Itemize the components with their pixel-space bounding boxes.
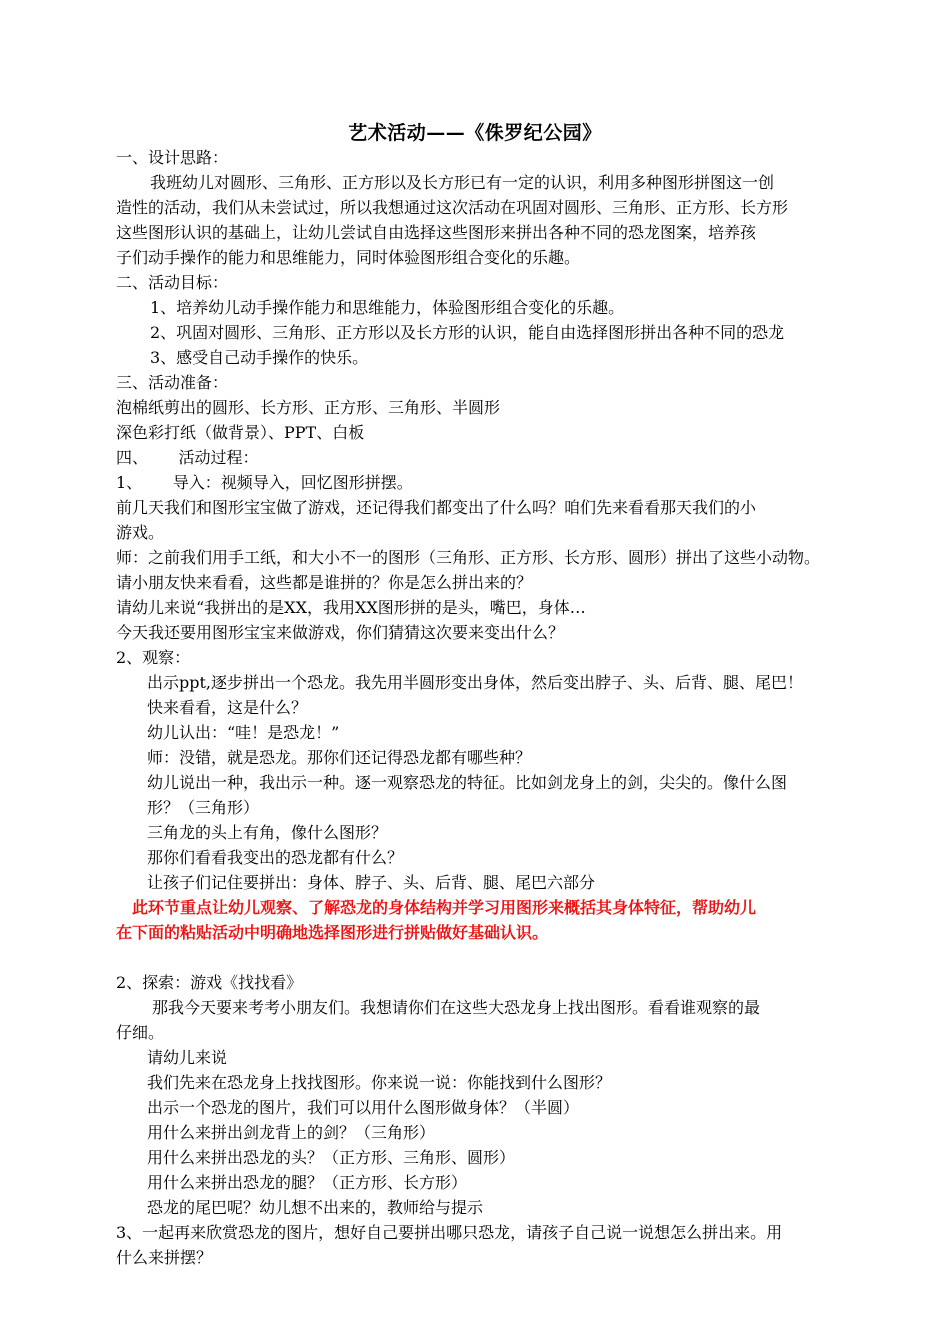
paragraph-line: 请小朋友快来看看，这些都是谁拼的？你是怎么拼出来的？ — [116, 573, 533, 592]
paragraph-line: 出示ppt,逐步拼出一个恐龙。我先用半圆形变出身体，然后变出脖子、头、后背、腿、尾巴！ — [147, 673, 804, 692]
paragraph-line: 这些图形认识的基础上，让幼儿尝试自由选择这些图形来拼出各种不同的恐龙图案，培养孩 — [116, 223, 757, 242]
section-heading-design: 一、设计思路： — [116, 148, 229, 167]
step-heading: 3、一起再来欣赏恐龙的图片，想好自己要拼出哪只恐龙，请孩子自己说一说想怎么拼出来。用 — [116, 1223, 783, 1242]
paragraph-line: 快来看看，这是什么？ — [147, 698, 308, 717]
paragraph-line: 三角龙的头上有角，像什么图形？ — [147, 823, 388, 842]
paragraph-line: 请幼儿来说 — [147, 1048, 228, 1067]
step-heading: 1、 导入：视频导入，回忆图形拼摆。 — [116, 473, 413, 492]
emphasis-note: 在下面的粘贴活动中明确地选择图形进行拼贴做好基础认识。 — [116, 923, 549, 942]
paragraph-line: 师：之前我们用手工纸，和大小不一的图形（三角形、正方形、长方形、圆形）拼出了这些小动物。 — [116, 548, 821, 567]
paragraph-line: 出示一个恐龙的图片，我们可以用什么图形做身体？（半圆） — [147, 1098, 580, 1117]
goal-item: 1、培养幼儿动手操作能力和思维能力，体验图形组合变化的乐趣。 — [150, 298, 625, 317]
paragraph-line: 我们先来在恐龙身上找找图形。你来说一说：你能找到什么图形？ — [147, 1073, 612, 1092]
step-heading: 2、观察： — [116, 648, 191, 667]
paragraph-line: 用什么来拼出恐龙的头？（正方形、三角形、圆形） — [147, 1148, 516, 1167]
paragraph-line: 仔细。 — [116, 1023, 165, 1042]
emphasis-note: 此环节重点让幼儿观察、了解恐龙的身体结构并学习用图形来概括其身体特征，帮助幼儿 — [132, 898, 757, 917]
paragraph-line: 恐龙的尾巴呢？幼儿想不出来的，教师给与提示 — [147, 1198, 484, 1217]
paragraph-line: 用什么来拼出恐龙的腿？（正方形、长方形） — [147, 1173, 468, 1192]
goal-item: 3、感受自己动手操作的快乐。 — [150, 348, 369, 367]
paragraph-line: 师：没错，就是恐龙。那你们还记得恐龙都有哪些种？ — [147, 748, 532, 767]
paragraph-line: 形？（三角形） — [147, 798, 260, 817]
paragraph-line: 我班幼儿对圆形、三角形、正方形以及长方形已有一定的认识，利用多种图形拼图这一创 — [150, 173, 775, 192]
paragraph-line: 造性的活动，我们从未尝试过，所以我想通过这次活动在巩固对圆形、三角形、正方形、长方形 — [116, 198, 789, 217]
document-title: 艺术活动——《侏罗纪公园》 — [348, 122, 602, 144]
paragraph-line: 那你们看看我变出的恐龙都有什么？ — [147, 848, 404, 867]
goal-item: 2、巩固对圆形、三角形、正方形以及长方形的认识，能自由选择图形拼出各种不同的恐龙 — [150, 323, 785, 342]
paragraph-line: 那我今天要来考考小朋友们。我想请你们在这些大恐龙身上找出图形。看看谁观察的最 — [152, 998, 761, 1017]
section-heading-goals: 二、活动目标： — [116, 273, 229, 292]
paragraph-line: 什么来拼摆？ — [116, 1248, 213, 1267]
prep-item: 泡棉纸剪出的圆形、长方形、正方形、三角形、半圆形 — [116, 398, 501, 417]
paragraph-line: 子们动手操作的能力和思维能力，同时体验图形组合变化的乐趣。 — [116, 248, 581, 267]
paragraph-line: 让孩子们记住要拼出：身体、脖子、头、后背、腿、尾巴六部分 — [147, 873, 596, 892]
prep-item: 深色彩打纸（做背景）、PPT、白板 — [116, 423, 365, 442]
paragraph-line: 前几天我们和图形宝宝做了游戏，还记得我们都变出了什么吗？咱们先来看看那天我们的小 — [116, 498, 757, 517]
paragraph-line: 游戏。 — [116, 523, 165, 542]
section-heading-prep: 三、活动准备： — [116, 373, 229, 392]
paragraph-line: 用什么来拼出剑龙背上的剑？（三角形） — [147, 1123, 436, 1142]
paragraph-line: 幼儿说出一种，我出示一种。逐一观察恐龙的特征。比如剑龙身上的剑，尖尖的。像什么图 — [147, 773, 788, 792]
step-heading: 2、探索：游戏《找找看》 — [116, 973, 303, 992]
paragraph-line: 今天我还要用图形宝宝来做游戏，你们猜猜这次要来变出什么？ — [116, 623, 565, 642]
paragraph-line: 幼儿认出：“哇！是恐龙！” — [147, 723, 340, 742]
paragraph-line: 请幼儿来说“我拼出的是XX，我用XX图形拼的是头，嘴巴，身体… — [116, 598, 586, 617]
section-heading-process: 四、 活动过程： — [116, 448, 259, 467]
